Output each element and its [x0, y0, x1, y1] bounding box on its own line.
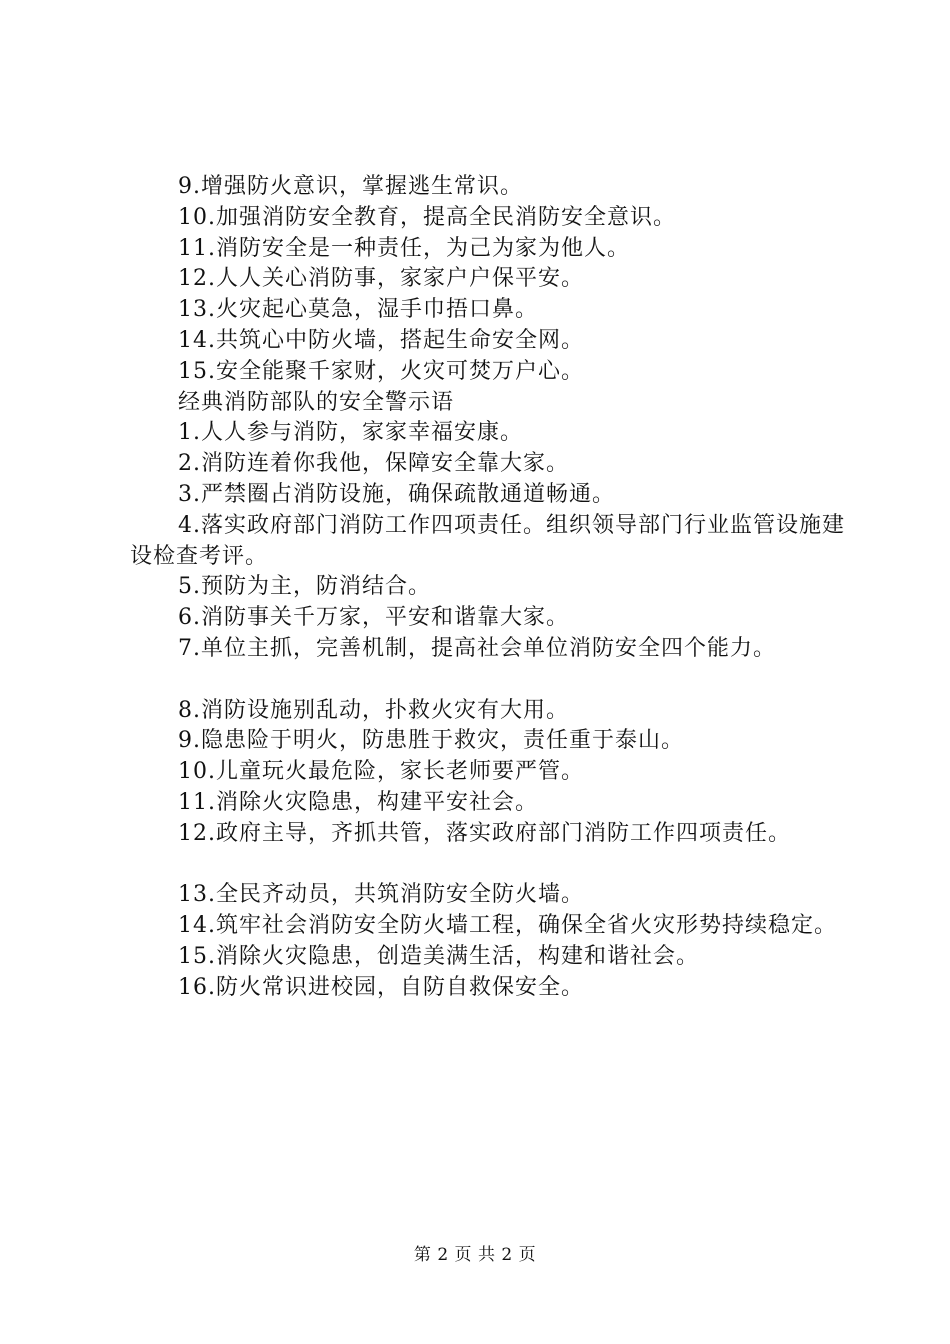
text-line: 14.筑牢社会消防安全防火墙工程，确保全省火灾形势持续稳定。 [178, 913, 837, 939]
text-line: 2.消防连着你我他，保障安全靠大家。 [178, 451, 569, 477]
section-heading: 经典消防部队的安全警示语 [178, 389, 455, 415]
text-line: 14.共筑心中防火墙，搭起生命安全网。 [178, 327, 584, 353]
blank-line [130, 665, 850, 696]
text-line: 15.消除火灾隐患，创造美满生活，构建和谐社会。 [178, 943, 699, 969]
page-footer: 第 2 页 共 2 页 [413, 1245, 537, 1265]
text-line: 3.严禁圈占消防设施，确保疏散通道畅通。 [178, 481, 615, 507]
text-line: 10.儿童玩火最危险，家长老师要严管。 [178, 759, 584, 785]
text-line: 16.防火常识进校园，自防自救保安全。 [178, 974, 584, 1000]
document-body [130, 172, 850, 1004]
text-line: 4.落实政府部门消防工作四项责任。组织领导部门行业监管设施建设检查考评。 [130, 512, 845, 569]
text-line: 9.增强防火意识，掌握逃生常识。 [178, 174, 523, 199]
text-line: 11.消防安全是一种责任，为己为家为他人。 [178, 235, 630, 261]
text-line: 13.全民齐动员，共筑消防安全防火墙。 [178, 882, 584, 908]
text-line: 15.安全能聚千家财，火灾可焚万户心。 [178, 358, 584, 384]
blank-line [130, 850, 850, 881]
text-line: 6.消防事关千万家，平安和谐靠大家。 [178, 605, 569, 631]
text-line: 7.单位主抓，完善机制，提高社会单位消防安全四个能力。 [178, 635, 776, 661]
text-line: 1.人人参与消防，家家幸福安康。 [178, 420, 523, 446]
text-line: 12.人人关心消防事，家家户户保平安。 [178, 266, 584, 292]
text-line: 10.加强消防安全教育，提高全民消防安全意识。 [178, 204, 676, 230]
text-line: 8.消防设施别乱动，扑救火灾有大用。 [178, 697, 569, 723]
text-line: 9.隐患险于明火，防患胜于救灾，责任重于泰山。 [178, 728, 684, 754]
text-line: 5.预防为主，防消结合。 [178, 574, 431, 600]
text-line: 12.政府主导，齐抓共管，落实政府部门消防工作四项责任。 [178, 820, 791, 846]
text-line: 13.火灾起心莫急，湿手巾捂口鼻。 [178, 297, 538, 323]
text-line: 11.消除火灾隐患，构建平安社会。 [178, 789, 538, 815]
